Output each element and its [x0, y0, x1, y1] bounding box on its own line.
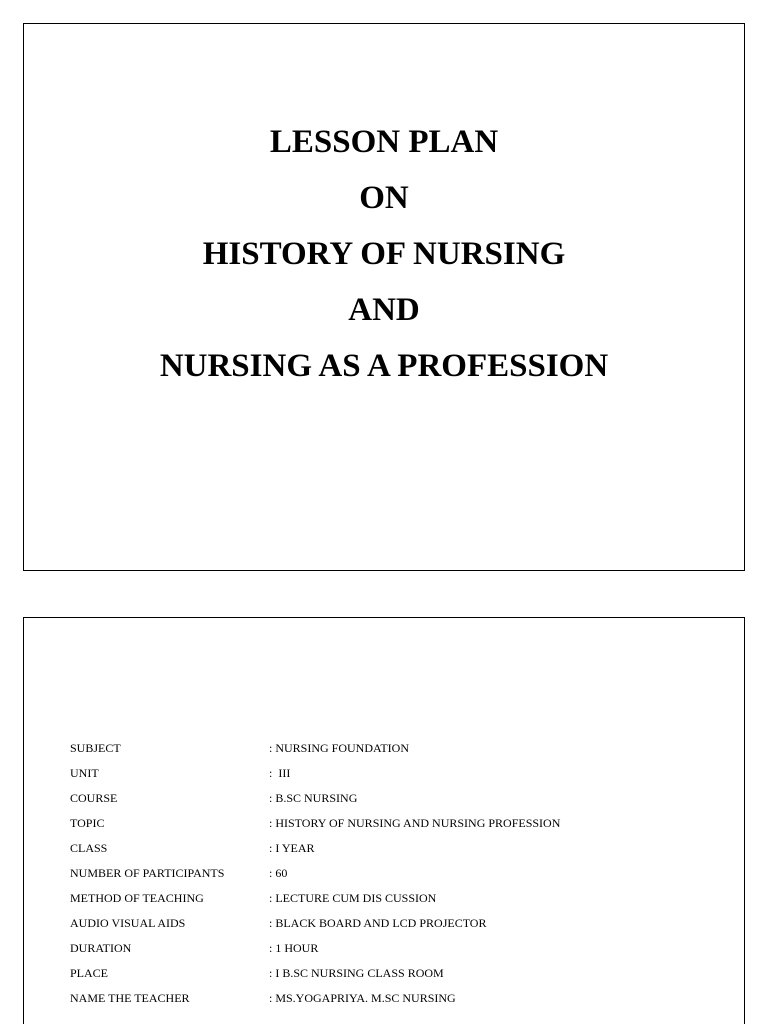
title-line: NURSING AS A PROFESSION	[159, 348, 609, 384]
detail-label: UNIT	[70, 766, 99, 780]
title-page	[23, 23, 745, 571]
detail-label: COURSE	[70, 791, 118, 805]
detail-label: AUDIO VISUAL AIDS	[70, 916, 186, 930]
details-row	[70, 861, 689, 886]
detail-value: : B.SC NURSING	[269, 791, 358, 805]
lesson-details-table	[70, 736, 689, 1011]
title-line: ON	[359, 180, 409, 216]
details-row	[70, 836, 689, 861]
detail-label: PLACE	[70, 966, 109, 980]
detail-label: METHOD OF TEACHING	[70, 891, 204, 905]
details-row	[70, 961, 689, 986]
title-line: LESSON PLAN	[269, 124, 499, 160]
detail-label: DURATION	[70, 941, 132, 955]
detail-value: : HISTORY OF NURSING AND NURSING PROFESSION	[269, 816, 561, 830]
details-row	[70, 786, 689, 811]
details-row	[70, 936, 689, 961]
detail-value: : NURSING FOUNDATION	[269, 741, 410, 755]
document-title	[24, 114, 744, 394]
detail-value: : BLACK BOARD AND LCD PROJECTOR	[269, 916, 487, 930]
details-row	[70, 736, 689, 761]
detail-value: : 1 HOUR	[269, 941, 319, 955]
detail-value: : 60	[269, 866, 288, 880]
detail-value: : I YEAR	[269, 841, 315, 855]
details-row	[70, 811, 689, 836]
details-page	[23, 617, 745, 1024]
detail-label: CLASS	[70, 841, 108, 855]
title-line: AND	[348, 292, 420, 328]
detail-value: : LECTURE CUM DIS CUSSION	[269, 891, 437, 905]
details-row	[70, 886, 689, 911]
detail-value: : III	[269, 766, 291, 780]
detail-label: TOPIC	[70, 816, 105, 830]
details-row	[70, 761, 689, 786]
detail-value: : MS.YOGAPRIYA. M.SC NURSING	[269, 991, 456, 1005]
details-row	[70, 911, 689, 936]
detail-label: NAME THE TEACHER	[70, 991, 190, 1005]
detail-value: : I B.SC NURSING CLASS ROOM	[269, 966, 444, 980]
detail-label: SUBJECT	[70, 741, 121, 755]
detail-label: NUMBER OF PARTICIPANTS	[70, 866, 225, 880]
title-line: HISTORY OF NURSING	[202, 236, 566, 272]
details-row	[70, 986, 689, 1011]
